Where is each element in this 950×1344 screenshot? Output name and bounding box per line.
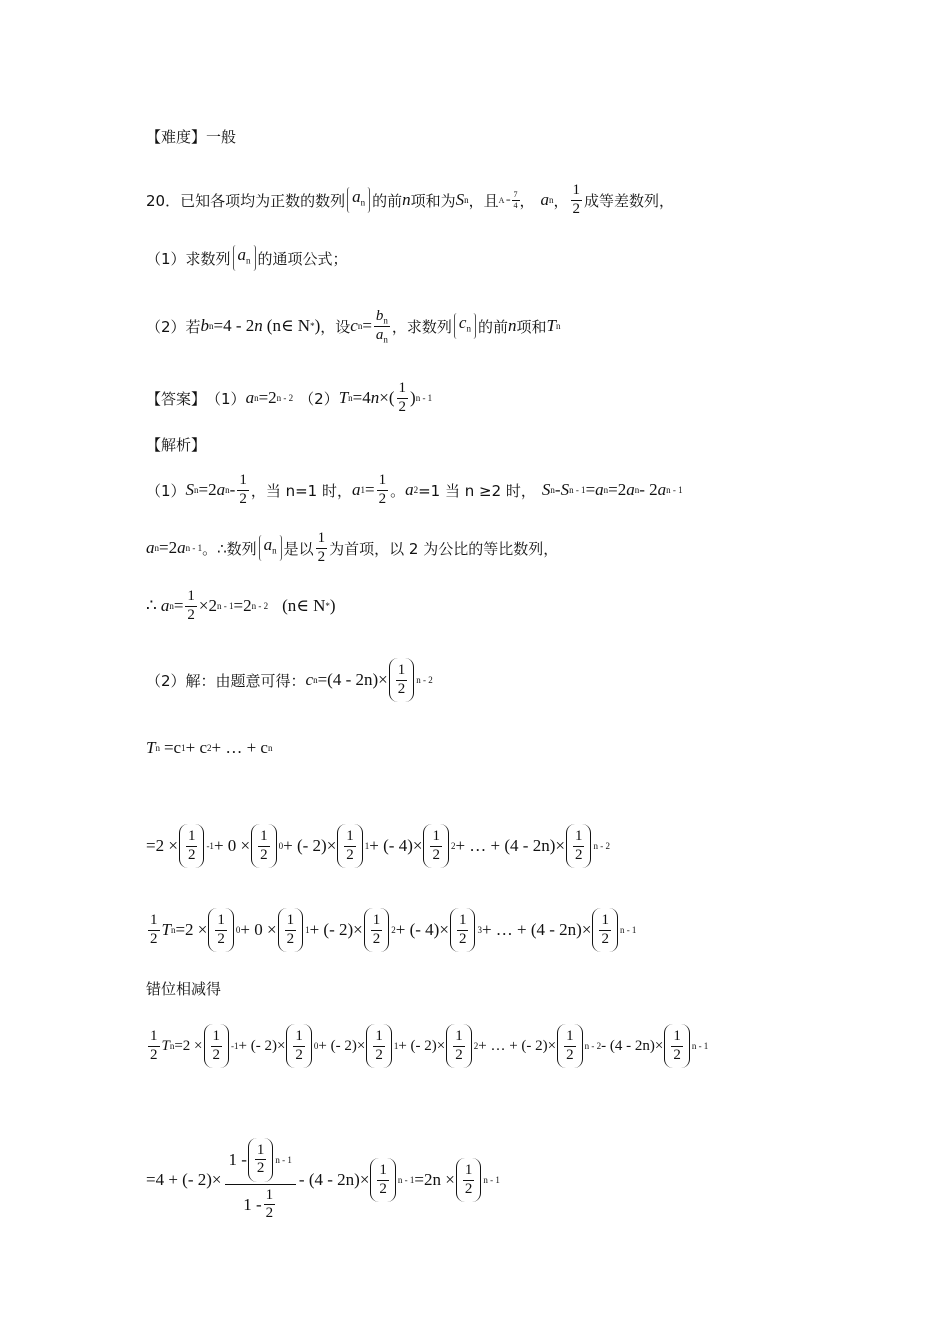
analysis-line-3: ∴ a n = $\frac{1}{2}$ ×2 n - 1 =2 n - 2 (n∈ N * ) bbox=[146, 588, 336, 623]
analysis-line-5: T n =c 1 + c 2 + … + c n bbox=[146, 738, 273, 757]
analysis-label: 【解析】 bbox=[146, 435, 207, 454]
analysis-line-8: $\frac{1}{2}$ T n =2 × $\frac{1}{2}$ -1 + (- 2)× $\frac{1}{2}$ 0 + (- 2)× $\frac{1}{2}$ 1 + (- 2)× $\frac{1}{2}$ 2 + … + (- 2)× $\frac{1}{2}$ n - 2 - (4 - 2n)× $\frac{1}{2}$ n - 1 bbox=[146, 1026, 708, 1066]
answer-label: 【答案】 bbox=[146, 389, 207, 408]
shift-subtract-label: 错位相减得 bbox=[146, 979, 222, 998]
analysis-line-7: $\frac{1}{2}$ T n =2 × $\frac{1}{2}$ 0 + 0 × $\frac{1}{2}$ 1 + (- 2)× $\frac{1}{2}$ 2 + (- 4)× $\frac{1}{2}$ 3 + … + (4 - 2n)× $\frac{1}{2}$ n - 1 bbox=[146, 910, 636, 950]
difficulty-label: 【难度】 bbox=[146, 127, 207, 146]
problem-statement: 20． 已知各项均为正数的数列 $a_n$ 的前 n 项和为 S n ，且 A = $\frac{7}{4}$ ， a n ， $\frac{1}{2}$ 成等差数列， bbox=[146, 182, 675, 217]
analysis-line-4: （2）解：由题意可得： c n =(4 - 2n)× $\frac{1}{2}$ n - 2 bbox=[146, 660, 433, 700]
problem-part-2: （2）若 b n =4 - 2 n (n∈ N * ) ，设 c n = $\frac{b_n}{a_n}$ ，求数列 $c_n$ 的前 n 项和 T n bbox=[146, 307, 561, 345]
analysis-line-1: （1） S n =2 a n - $\frac{1}{2}$ ，当 n=1 时， a 1 = $\frac{1}{2}$ 。 a 2 =1 当 n ≥2 时， S n - S n - 1 = a n =2 a n - 2 a n - 1 bbox=[146, 472, 683, 507]
answer-line: 【答案】 （1） a n =2 n - 2 （2） T n =4 n ×( $\frac{1}{2}$ ) n - 1 bbox=[146, 380, 433, 415]
difficulty-line bbox=[146, 116, 236, 156]
analysis-line-6: =2 × $\frac{1}{2}$ -1 + 0 × $\frac{1}{2}$ 0 + (- 2)× $\frac{1}{2}$ 1 + (- 4)× $\frac{1}{2}$ 2 + … + (4 - 2n)× $\frac{1}{2}$ n - 2 bbox=[146, 826, 610, 866]
difficulty-value: 一般 bbox=[206, 127, 237, 146]
problem-part-1: （1）求数列 $a_n$ 的通项公式； bbox=[146, 238, 348, 278]
analysis-line-2: a n =2 a n - 1 。∴数列 $a_n$ 是以 $\frac{1}{2}$ 为首项，以 2 为公比的等比数列， bbox=[146, 530, 559, 565]
analysis-label-line bbox=[146, 424, 206, 464]
analysis-line-9: =4 + (- 2)× 1 - $\frac{1}{2}$ n - 1 1 - $\frac{1}{2}$ - (4 - 2n)× $\frac{1}{2}$ n - 1 =2n × $\frac{1}{2}$ n - 1 bbox=[146, 1140, 500, 1220]
